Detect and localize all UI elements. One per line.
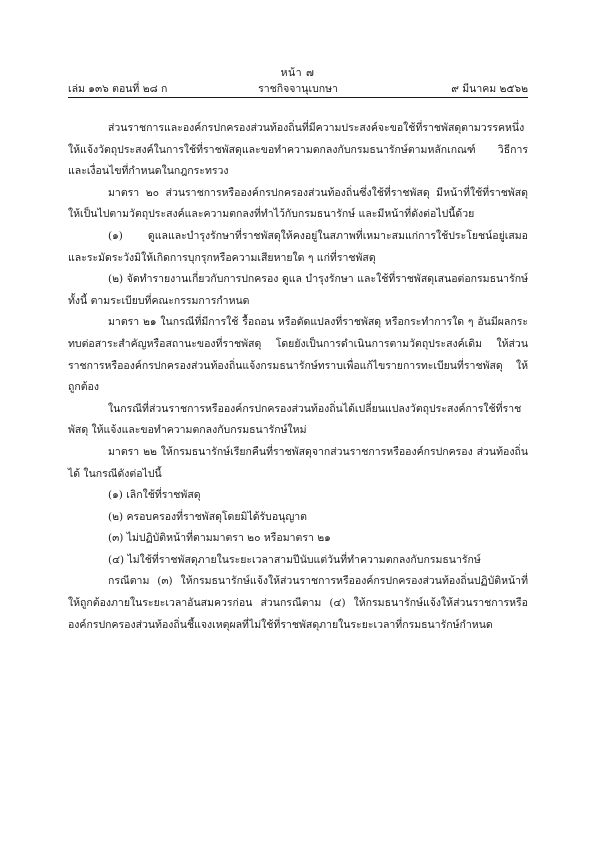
section-20-item-1: (๑) ดูแลและบำรุงรักษาที่ราชพัสดุให้คงอยู่ในสภาพที่เหมาะสมแก่การใช้ประโยชน์อยู่เสมอ และระมัดระวังมิให้เกิดการบุกรุกหรือความเสียหายใด ๆ แก่ที่ราชพัสดุ (68, 229, 528, 264)
section-21: มาตรา ๒๑ ในกรณีที่มีการใช้ รื้อถอน หรือดัดแปลงที่ราชพัสดุ หรือกระทำการใด ๆ อันมีผลกระทบต่อสาระสำคัญหรือสถานะของที่ราชพัสดุ โดยยังเป็นการดำเนินการตามวัตถุประสงค์เดิม ให้ส่วนราชการหรือองค์กรปกครองส่วนท้องถิ่นแจ้งกรมธนารักษ์ทราบเพื่อแก้ไขรายการทะเบียนที่ราชพัสดุ ให้ถูกต้อง (68, 316, 528, 394)
volume-issue: เล่ม ๑๓๖ ตอนที่ ๒๘ ก (68, 83, 168, 95)
section-20-item-2: (๒) จัดทำรายงานเกี่ยวกับการปกครอง ดูแล บำรุงรักษา และใช้ที่ราชพัสดุเสนอต่อกรมธนารักษ์ ทั้งนี้ ตามระเบียบที่คณะกรรมการกำหนด (68, 273, 528, 307)
document-body (68, 118, 528, 636)
publication-date: ๙ มีนาคม ๒๕๖๒ (451, 83, 528, 95)
paragraph: ส่วนราชการและองค์กรปกครองส่วนท้องถิ่นที่มีความประสงค์จะขอใช้ที่ราชพัสดุตามวรรคหนึ่ง ให้แจ้งวัตถุประสงค์ในการใช้ที่ราชพัสดุและขอทำความตกลงกับกรมธนารักษ์ตามหลักเกณฑ์ วิธีการ และเงื่อนไขที่กำหนดในกฎกระทรวง (68, 122, 528, 178)
running-header (68, 80, 528, 96)
section-22-item-4: (๔) ไม่ใช้ที่ราชพัสดุภายในระยะเวลาสามปีนับแต่วันที่ทำความตกลงกับกรมธนารักษ์ (108, 553, 481, 566)
section-22-item-3: (๓) ไม่ปฏิบัติหน้าที่ตามมาตรา ๒๐ หรือมาตรา ๒๑ (108, 532, 331, 545)
section-21-paragraph-2: ในกรณีที่ส่วนราชการหรือองค์กรปกครองส่วนท้องถิ่นได้เปลี่ยนแปลงวัตถุประสงค์การใช้ที่ราชพัสดุ ให้แจ้งและขอทำความตกลงกับกรมธนารักษ์ใหม่ (68, 402, 522, 437)
page-number: หน้า ๗ (280, 67, 315, 79)
publication-name: ราชกิจจานุเบกษา (258, 83, 338, 95)
header-divider (68, 97, 528, 98)
section-22-item-2: (๒) ครอบครองที่ราชพัสดุโดยมิได้รับอนุญาต (108, 510, 307, 523)
section-22-paragraph-2: กรณีตาม (๓) ให้กรมธนารักษ์แจ้งให้ส่วนราชการหรือองค์กรปกครองส่วนท้องถิ่นปฏิบัติหน้าที่ ให้ถูกต้องภายในระยะเวลาอันสมควรก่อน ส่วนกรณีตาม (๔) ให้กรมธนารักษ์แจ้งให้ส่วนราชการหรือ องค์กรปกครองส่วนท้องถิ่นชี้แจงเหตุผลที่ไม่ใช้ที่ราชพัสดุภายในระยะเวลาที่กรมธนารักษ์กำหนด (68, 575, 528, 631)
section-20: มาตรา ๒๐ ส่วนราชการหรือองค์กรปกครองส่วนท้องถิ่นซึ่งใช้ที่ราชพัสดุ มีหน้าที่ใช้ที่ราชพัสดุ ให้เป็นไปตามวัตถุประสงค์และความตกลงที่ทำไว้กับกรมธนารักษ์ และมีหน้าที่ดังต่อไปนี้ด้วย (68, 186, 528, 221)
section-22: มาตรา ๒๒ ให้กรมธนารักษ์เรียกคืนที่ราชพัสดุจากส่วนราชการหรือองค์กรปกครอง ส่วนท้องถิ่นได้ ในกรณีดังต่อไปนี้ (68, 445, 528, 480)
section-22-item-1: (๑) เลิกใช้ที่ราชพัสดุ (108, 489, 201, 502)
